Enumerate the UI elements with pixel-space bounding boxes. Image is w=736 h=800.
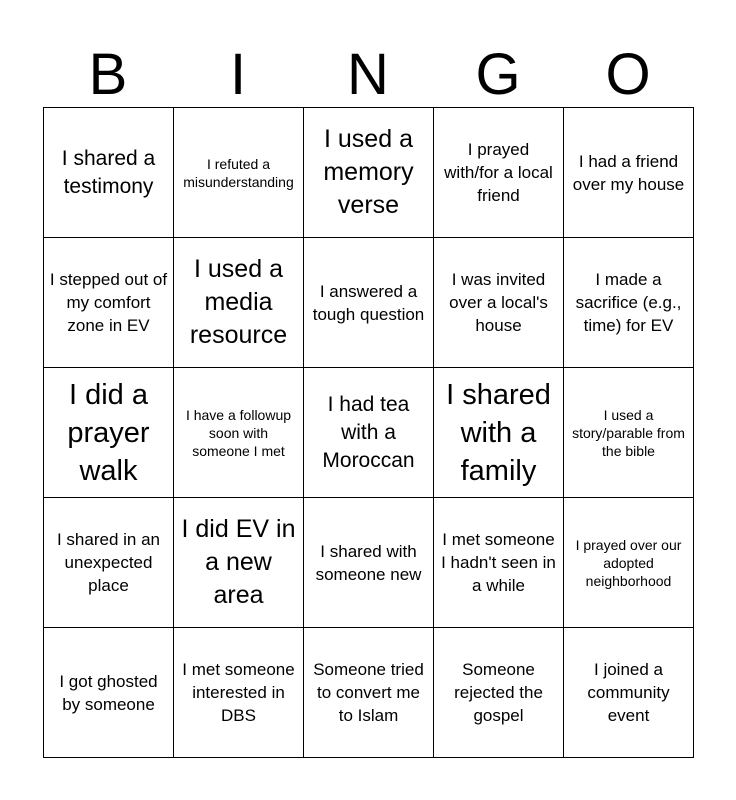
bingo-cell[interactable] [564, 628, 694, 758]
bingo-cell[interactable] [434, 368, 564, 498]
bingo-cell[interactable] [44, 628, 174, 758]
bingo-cell[interactable] [434, 498, 564, 628]
cell-text: I used a media resource [189, 255, 288, 349]
bingo-cell[interactable] [44, 238, 174, 368]
bingo-cell[interactable] [174, 238, 304, 368]
bingo-cell[interactable] [304, 628, 434, 758]
cell-text: I made a sacrifice (e.g., time) for EV [575, 270, 682, 335]
cell-text: Someone rejected the gospel [454, 660, 543, 725]
cell-text: I was invited over a local's house [449, 270, 548, 335]
header-letter-n: N [347, 42, 389, 107]
bingo-cell[interactable] [44, 368, 174, 498]
cell-text: I have a followup soon with someone I met [185, 406, 292, 459]
cell-text: I joined a community event [587, 660, 670, 725]
bingo-cell[interactable] [564, 368, 694, 498]
bingo-cell[interactable] [174, 368, 304, 498]
bingo-card [43, 107, 694, 758]
cell-text: Someone tried to convert me to Islam [313, 660, 424, 725]
cell-text: I prayed with/for a local friend [444, 140, 553, 205]
bingo-cell[interactable] [44, 498, 174, 628]
bingo-cell[interactable] [434, 108, 564, 238]
cell-text: I answered a tough question [312, 281, 425, 324]
cell-text: I shared with someone new [315, 541, 422, 584]
cell-text: I shared with a family [446, 378, 551, 487]
bingo-cell[interactable] [174, 628, 304, 758]
bingo-cell[interactable] [434, 238, 564, 368]
cell-text: I prayed over our adopted neighborhood [575, 536, 682, 589]
cell-text: I used a story/parable from the bible [572, 406, 685, 459]
bingo-cell[interactable] [44, 108, 174, 238]
cell-text: I met someone interested in DBS [182, 660, 295, 725]
bingo-header [43, 42, 693, 108]
header-letter-b: B [88, 42, 128, 107]
cell-text: I had a friend over my house [572, 151, 685, 194]
cell-text: I refuted a misunderstanding [183, 155, 294, 190]
bingo-cell[interactable] [174, 498, 304, 628]
header-letter-g: G [475, 42, 521, 107]
cell-text: I met someone I hadn't seen in a while [441, 530, 556, 595]
cell-text: I used a memory verse [323, 125, 414, 219]
header-letter-o: O [605, 42, 651, 107]
bingo-cell[interactable] [304, 368, 434, 498]
cell-text: I got ghosted by someone [59, 671, 158, 714]
bingo-cell[interactable] [304, 498, 434, 628]
bingo-cell[interactable] [564, 108, 694, 238]
bingo-cell[interactable] [174, 108, 304, 238]
bingo-cell[interactable] [564, 238, 694, 368]
bingo-cell[interactable] [304, 108, 434, 238]
header-letter-i: I [229, 42, 247, 107]
cell-text: I did a prayer walk [67, 378, 150, 487]
cell-text: I had tea with a Moroccan [322, 392, 415, 472]
bingo-cell[interactable] [434, 628, 564, 758]
cell-text: I did EV in a new area [181, 515, 296, 609]
cell-text: I shared in an unexpected place [56, 530, 160, 595]
bingo-cell[interactable] [304, 238, 434, 368]
cell-text: I shared a testimony [61, 146, 156, 198]
cell-text: I stepped out of my comfort zone in EV [49, 270, 168, 335]
bingo-cell[interactable] [564, 498, 694, 628]
